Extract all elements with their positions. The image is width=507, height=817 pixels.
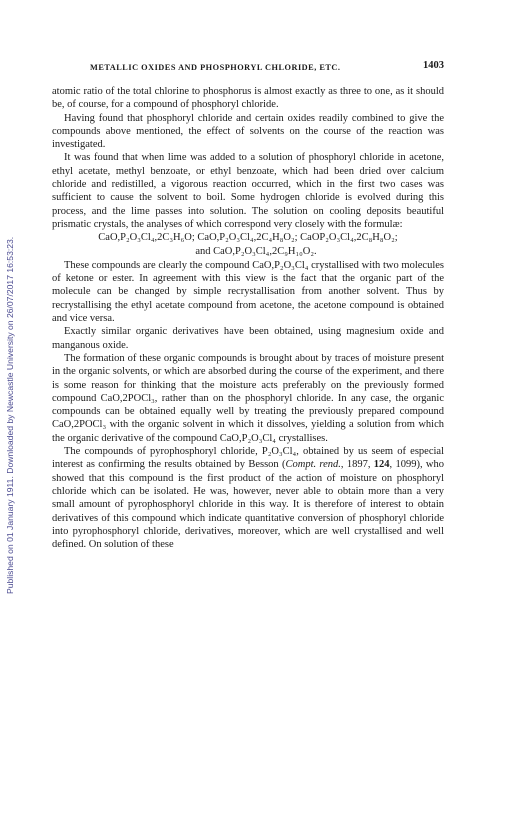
paragraph-2: Having found that phosphoryl chloride and certain oxides readily combined to give the compounds above mentioned, the effect of solvents on the course of the reaction was investigated.	[52, 112, 444, 151]
paragraph-6: The formation of these organic compounds is brought about by traces of moisture present in the organic solvents, or which are absorbed during the course of the experiment, and there is some reason for thinking that the moisture acts preferably on the previously formed compound CaO,2POCl₃, rather than on the phosphoryl chloride. In any case, the organic compounds can be obtained equally well by treating the previously prepared compound CaO,2POCl₃ with the organic solvent in which it dissolves, yielding a solution from which the organic derivative of the compound CaO,P₂O₃Cl₄ crystallises.	[52, 352, 444, 444]
formula-line-2: and CaO,P₂O₃Cl₄,2C₉H₁₀O₂.	[195, 245, 317, 257]
page-number: 1403	[423, 60, 444, 71]
formula-line-1: CaO,P₂O₃Cl₄,2C₃H₆O; CaO,P₂O₃Cl₄,2C₄H₈O₂; CaOP₂O₃Cl₄,2C₈H₈O₂;	[98, 232, 398, 244]
journal-reference-year: , 1897,	[340, 459, 374, 471]
running-head: METALLIC OXIDES AND PHOSPHORYL CHLORIDE, ETC.	[90, 63, 341, 72]
paragraph-1: atomic ratio of the total chlorine to phosphorus is almost exactly as three to one, as it should be, of course, for a compound of phosphoryl chloride.	[52, 86, 444, 111]
paragraph-5: Exactly similar organic derivatives have been obtained, using magnesium oxide and manganous oxide.	[52, 326, 444, 351]
download-watermark: Published on 01 January 1911. Downloaded by Newcastle University on 26/07/2017 16:53:23.	[5, 236, 15, 594]
page-header	[52, 56, 444, 72]
paragraph-4: These compounds are clearly the compound CaO,P₂O₃Cl₄ crystallised with two molecules of ketone or ester. In agreement with this view is the fact that the organic part of the molecule can be changed by simple recrystallisation from another solvent. Thus by recrystallising the ethyl acetate compound from acetone, the acetone compound is obtained and vice versa.	[52, 259, 444, 325]
paragraph-7-text-end: , 1099), who showed that this compound is the first product of the action of moisture on phosphoryl chloride which can be isolated. He was, however, never able to obtain more than a very small amount of pyrophosphoryl chloride in this way. It is therefore of interest to obtain derivatives of this compound which indicate quantitative conversion of phosphoryl chloride into pyrophosphoryl chloride, derivatives, moreover, which are well crystallised and well defined. On solution of these	[52, 459, 444, 551]
journal-page	[52, 56, 444, 551]
paragraph-7	[52, 445, 444, 551]
journal-reference-volume: 124	[373, 459, 390, 471]
paragraph-7-text-start: The compounds of pyrophosphoryl chloride, P₂O₃Cl₄, obtained by us seem of especial interest as confirming the results obtained by Besson (	[52, 446, 444, 471]
paragraph-3: It was found that when lime was added to a solution of phosphoryl chloride in acetone, ethyl acetate, methyl benzoate, or ethyl benzoate, which had been dried over calcium chloride and redistilled, a vigorous reaction occurred, which in the first two cases was sufficient to cause the solvent to boil. Some hydrogen chloride is evolved during this process, and the lime passes into solution. The solution on cooling deposits beautiful prismatic crystals, the analyses of which correspond very closely with the formulæ:	[52, 152, 444, 230]
journal-reference-title: Compt. rend.	[285, 459, 341, 471]
